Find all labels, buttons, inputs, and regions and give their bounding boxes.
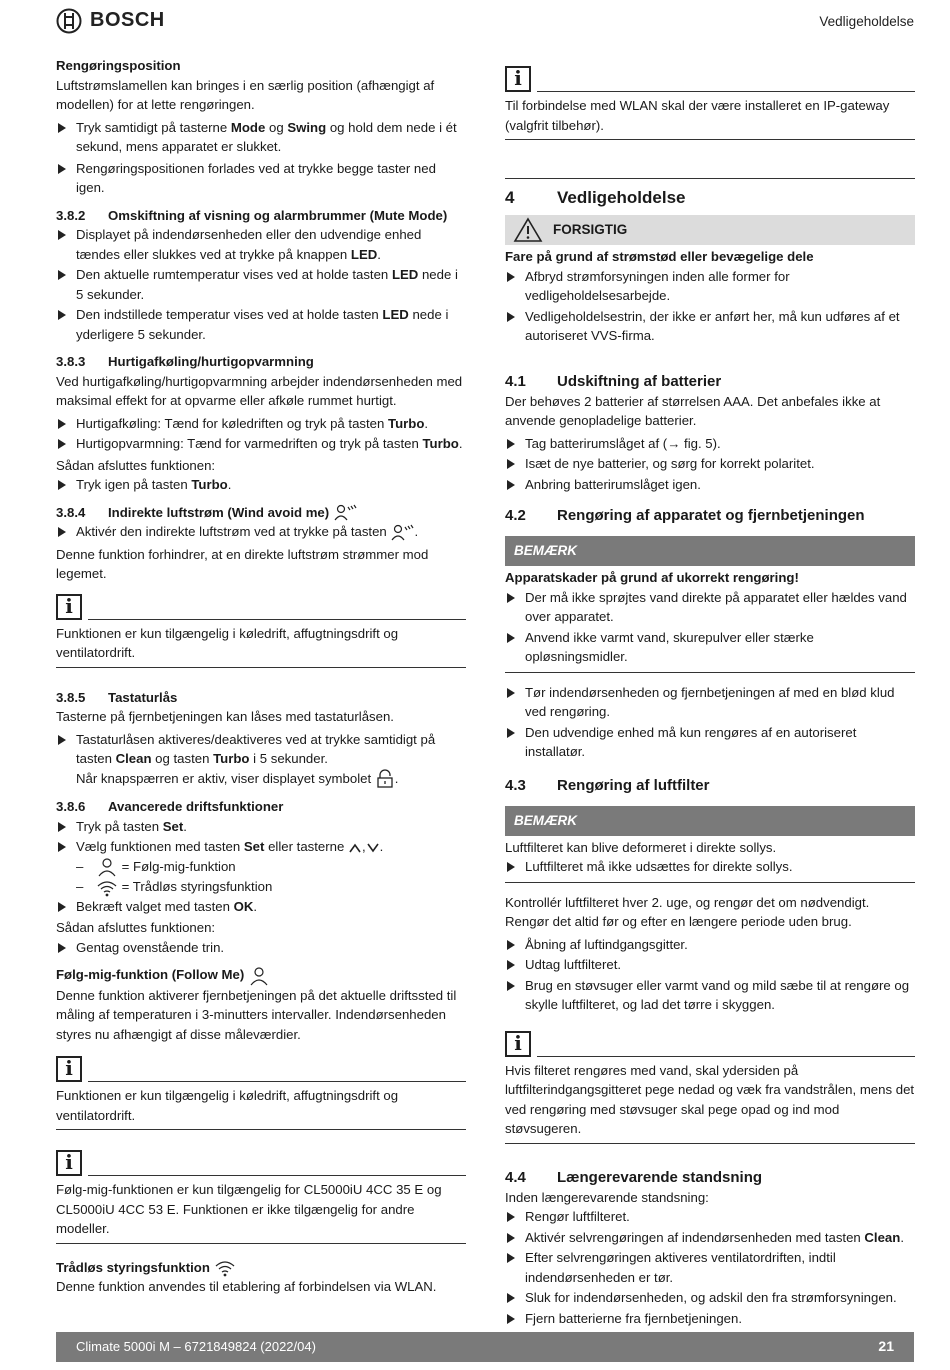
bullet-list (505, 588, 915, 667)
list-item: Tør indendørsenheden og fjernbetjeningen af med en blød klud ved rengøring. (505, 683, 915, 722)
paragraph: Luftfilteret kan blive deformeret i direkte sollys. (505, 839, 777, 855)
info-box (56, 590, 466, 668)
caution-banner (505, 215, 915, 245)
down-arrow-icon (366, 842, 380, 854)
chapter-heading: 4 Vedligeholdelse (505, 188, 686, 207)
paragraph: Sådan afsluttes funktionen: (56, 457, 216, 473)
bosch-logo (56, 8, 165, 34)
bosch-armature-icon (56, 8, 82, 34)
bullet-list (505, 857, 915, 877)
list-item: Tryk igen på tasten Turbo. (56, 475, 466, 495)
list-item: – = Følg-mig-funktion (56, 857, 466, 878)
bullet-list (56, 118, 466, 198)
paragraph: Tasterne på fjernbetjeningen kan låses med tastaturlåsen. (56, 709, 394, 725)
notice-heading: Apparatskader på grund af ukorrekt rengøring! (505, 570, 799, 585)
caution-label: FORSIGTIG (553, 222, 628, 238)
list-item: Hurtigafkøling: Tænd for køledriften og tryk på tasten Turbo. (56, 414, 466, 434)
list-item: Isæt de nye batterier, og sørg for korrekt polaritet. (505, 454, 915, 474)
arrow-right-icon: → (667, 435, 681, 451)
lock-icon (375, 769, 395, 789)
list-item: Vedligeholdelsestrin, der ikke er anført her, må kun udføres af et autoriseret VVS-firma. (505, 307, 915, 346)
info-text: Følg-mig-funktionen er kun tilgængelig for CL5000iU 4CC 35 E og CL5000iU 4CC 53 E. Funktionen er ikke tilgængelig for andre modeller. (56, 1176, 466, 1244)
list-item: Rengør luftfilteret. (505, 1207, 915, 1227)
bullet-list (56, 414, 466, 454)
section-heading-4-3: 4.3 Rengøring af luftfilter (505, 776, 710, 794)
bullet-list (505, 683, 915, 762)
warning-triangle-icon (513, 217, 543, 243)
list-item: Aktivér selvrengøringen af indendørsenheden med tasten Clean. (505, 1228, 915, 1248)
info-box (505, 62, 915, 140)
info-icon: i (56, 1150, 82, 1176)
brand-name: BOSCH (90, 9, 165, 32)
paragraph: Ved hurtigafkøling/hurtigopvarmning arbejder indendørsenheden med maksimal effekt for at opvarme eller afkøle rummet hurtigt. (56, 373, 463, 408)
list-item: Den udvendige enhed må kun rengøres af en autoriseret installatør. (505, 723, 915, 762)
info-box (505, 1027, 915, 1144)
list-item: Gentag ovenstående trin. (56, 938, 466, 958)
bullet-list (56, 225, 466, 344)
list-item: Aktivér den indirekte luftstrøm ved at trykke på tasten . (56, 522, 466, 542)
section-heading-3-8-6: 3.8.6 Avancerede driftsfunktioner (56, 799, 284, 815)
info-text: Funktionen er kun tilgængelig i køledrift, affugtningsdrift og ventilatordrift. (56, 620, 466, 668)
info-icon: i (505, 66, 531, 92)
list-item: Vælg funktionen med tasten Set eller tasterne , . (56, 837, 466, 857)
list-item: – = Trådløs styringsfunktion (56, 877, 466, 897)
bullet-list (505, 1207, 915, 1349)
list-item: Tastaturlåsen aktiveres/deaktiveres ved at trykke samtidigt på tasten Clean og tasten Turbo i 5 sekunder. Når knapspærren er aktiv, viser displayet symbolet . (56, 730, 466, 790)
section-heading-3-8-4: 3.8.4 Indirekte luftstrøm (Wind avoid me) (56, 503, 466, 523)
paragraph: Inden længerevarende standsning: (505, 1189, 709, 1205)
list-item: Anvend ikke varmt vand, skurepulver eller stærke opløsningsmidler. (505, 628, 915, 667)
section-heading-4-2: 4.2 Rengøring af apparatet og fjernbetjeningen (505, 507, 865, 524)
bullet-list (56, 522, 466, 542)
list-item: Der må ikke sprøjtes vand direkte på apparatet eller hældes vand over apparatet. (505, 588, 915, 627)
bullet-list (505, 935, 915, 1015)
info-text: Funktionen er kun tilgængelig i køledrift, affugtningsdrift og ventilatordrift. (56, 1082, 466, 1130)
list-item: Tryk på tasten Set. (56, 817, 466, 837)
chapter-4 (505, 178, 915, 209)
bullet-list (56, 817, 466, 857)
cleaning-position-heading: Rengøringsposition (56, 58, 181, 73)
wifi-icon (96, 879, 118, 897)
bullet-list (56, 938, 466, 958)
bullet-list (56, 475, 466, 495)
paragraph: Denne funktion anvendes til etablering af forbindelsen via WLAN. (56, 1279, 437, 1295)
follow-me-icon (96, 857, 118, 877)
document-id: Climate 5000i M – 6721849824 (2022/04) (76, 1339, 316, 1355)
list-item: Den indstillede temperatur vises ved at holde tasten LED nede i yderligere 5 sekunder. (56, 305, 466, 344)
info-icon: i (56, 594, 82, 620)
list-item: Udtag luftfilteret. (505, 955, 915, 975)
section-title: Vedligeholdelse (819, 14, 914, 29)
list-item: Efter selvrengøringen aktiveres ventilatordriften, indtil indendørsenheden er tør. (505, 1248, 915, 1287)
paragraph: Sådan afsluttes funktionen: (56, 920, 216, 936)
page-footer (56, 1332, 914, 1362)
right-column (505, 62, 915, 1349)
notice-banner: BEMÆRK (505, 806, 915, 836)
up-arrow-icon (348, 842, 362, 854)
section-heading-3-8-3: 3.8.3 Hurtigafkøling/hurtigopvarmning (56, 354, 314, 369)
info-text: Til forbindelse med WLAN skal der være installeret en IP-gateway (valgfrit tilbehør). (505, 92, 915, 140)
section-heading-3-8-2: 3.8.2 Omskiftning af visning og alarmbrummer (Mute Mode) (56, 207, 448, 223)
divider (505, 882, 915, 1015)
list-item: Displayet på indendørsenheden eller den udvendige enhed tændes eller slukkes ved at trykke på knappen LED. (56, 225, 466, 264)
wind-avoid-icon (333, 504, 357, 522)
dash-list (56, 857, 466, 897)
list-item: Anbring batterirumslåget igen. (505, 475, 915, 495)
page-number: 21 (878, 1338, 894, 1355)
info-box (56, 1052, 466, 1130)
left-column (56, 56, 466, 1297)
wifi-icon (214, 1259, 236, 1277)
page-header (56, 8, 914, 36)
paragraph: Denne funktion aktiverer fjernbetjeningen på det aktuelle driftssted til måling af temperaturen i 3-minutters intervaller. Indendørsenheden styres nu afhængigt af disse måleværdier. (56, 987, 457, 1042)
paragraph: Luftstrømslamellen kan bringes i en særlig position (afhængigt af modellen) for at lette rengøringen. (56, 77, 435, 112)
list-item: Brug en støvsuger eller varmt vand og mild sæbe til at rengøre og skylle luftfilteret, og lad det tørre i skyggen. (505, 976, 915, 1015)
list-item: Tryk samtidigt på tasterne Mode og Swing og hold dem nede i ét sekund, mens apparatet er slukket. (56, 118, 466, 157)
section-heading-3-8-5: 3.8.5 Tastaturlås (56, 689, 178, 705)
paragraph: Kontrollér luftfilteret hver 2. uge, og rengør det om nødvendigt. Rengør det altid før og efter en længere periode uden brug. (505, 894, 870, 929)
info-box (56, 1146, 466, 1244)
divider (505, 672, 915, 762)
section-heading-4-4: 4.4 Længerevarende standsning (505, 1168, 763, 1186)
bullet-list (505, 434, 915, 495)
section-heading-4-1: 4.1 Udskiftning af batterier (505, 372, 722, 390)
wireless-heading: Trådløs styringsfunktion (56, 1258, 466, 1278)
notice-banner: BEMÆRK (505, 536, 915, 566)
list-item: Luftfilteret må ikke udsættes for direkte sollys. (505, 857, 915, 877)
list-item: Sluk for indendørsenheden, og adskil den fra strømforsyningen. (505, 1288, 915, 1308)
bullet-list (56, 730, 466, 790)
paragraph: Der behøves 2 batterier af størrelsen AAA. Det anbefales ikke at anvende genopladelige batterier. (505, 393, 881, 428)
follow-me-heading: Følg-mig-funktion (Follow Me) (56, 965, 466, 986)
list-item: Afbryd strømforsyningen inden alle former for vedligeholdelsesarbejde. (505, 267, 915, 306)
wind-avoid-icon (390, 524, 414, 542)
info-text: Hvis filteret rengøres med vand, skal ydersiden på luftfilterindgangsgitteret pege nedad og væk fra vandstrålen, mens det ved rengøring med støvsuger skal pege opad og ind mod støvsugeren. (505, 1057, 915, 1144)
list-item: Fjern batterierne fra fjernbetjeningen. (505, 1309, 915, 1329)
list-item: Hurtigopvarmning: Tænd for varmedriften og tryk på tasten Turbo. (56, 434, 466, 454)
bullet-list (505, 267, 915, 346)
list-item: Den aktuelle rumtemperatur vises ved at holde tasten LED nede i 5 sekunder. (56, 265, 466, 304)
bullet-list (56, 897, 466, 917)
info-icon: i (56, 1056, 82, 1082)
list-item: Tag batterirumslåget af (→ fig. 5). (505, 434, 915, 454)
list-item: Åbning af luftindgangsgitter. (505, 935, 915, 955)
follow-me-icon (248, 966, 270, 986)
caution-heading: Fare på grund af strømstød eller bevægelige dele (505, 249, 814, 264)
list-item: Rengøringspositionen forlades ved at trykke begge taster ned igen. (56, 159, 466, 198)
list-item: Bekræft valget med tasten OK. (56, 897, 466, 917)
paragraph: Denne funktion forhindrer, at en direkte luftstrøm strømmer mod legemet. (56, 546, 429, 582)
info-icon: i (505, 1031, 531, 1057)
